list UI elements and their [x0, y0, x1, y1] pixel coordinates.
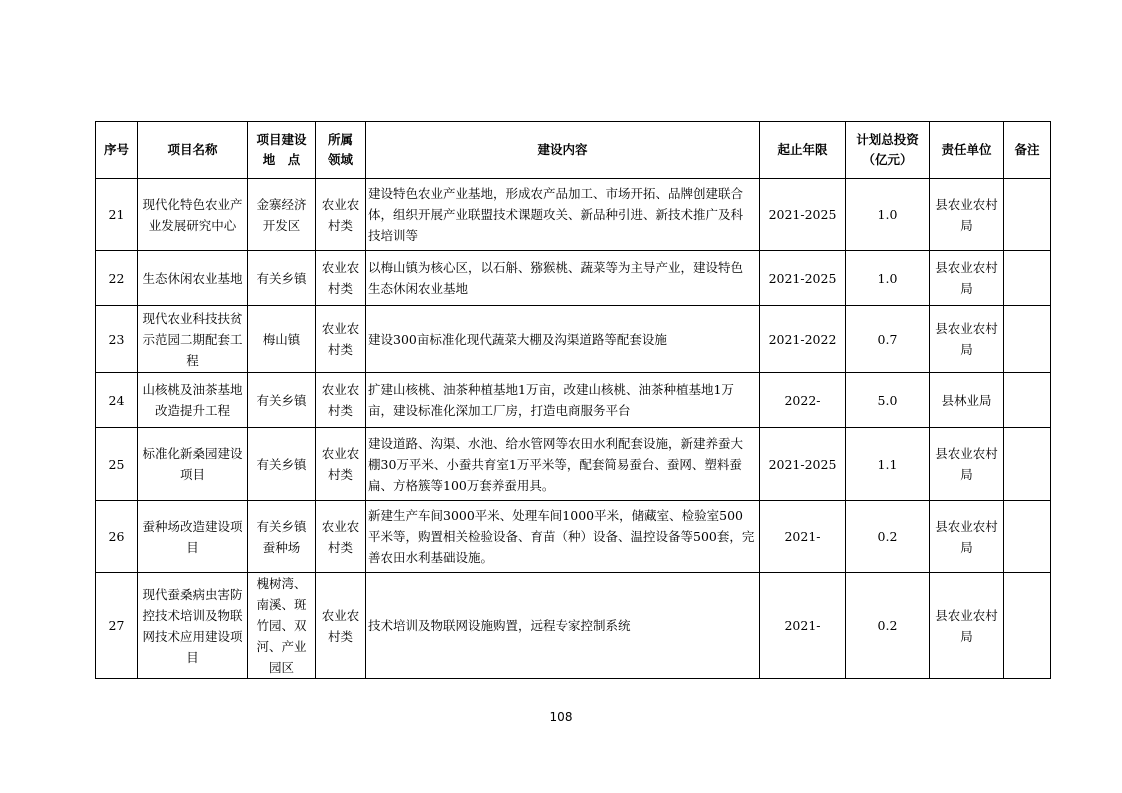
cell-location: 有关乡镇	[248, 428, 316, 501]
table-row	[96, 373, 1051, 428]
cell-location: 梅山镇	[248, 306, 316, 373]
cell-location: 有关乡镇	[248, 373, 316, 428]
cell-name: 蚕种场改造建设项目	[138, 501, 248, 573]
cell-remark	[1004, 573, 1051, 679]
header-name: 项目名称	[138, 122, 248, 179]
table-row	[96, 573, 1051, 679]
cell-content: 建设特色农业产业基地，形成农产品加工、市场开拓、品牌创建联合体，组织开展产业联盟技术课题攻关、新品种引进、新技术推广及科技培训等	[366, 179, 760, 251]
cell-investment: 0.7	[846, 306, 930, 373]
cell-unit: 县农业农村局	[930, 251, 1004, 306]
cell-unit: 县农业农村局	[930, 428, 1004, 501]
cell-field: 农业农村类	[316, 501, 366, 573]
cell-remark	[1004, 373, 1051, 428]
cell-location: 槐树湾、南溪、斑竹园、双河、产业园区	[248, 573, 316, 679]
cell-content: 新建生产车间3000平米、处理车间1000平米，储藏室、检验室500平米等，购置相关检验设备、育苗（种）设备、温控设备等500套，完善农田水利基础设施。	[366, 501, 760, 573]
cell-field: 农业农村类	[316, 428, 366, 501]
header-remark: 备注	[1004, 122, 1051, 179]
cell-unit: 县农业农村局	[930, 573, 1004, 679]
table-row	[96, 179, 1051, 251]
header-field: 所属 领域	[316, 122, 366, 179]
cell-period: 2021-2025	[760, 428, 846, 501]
header-investment: 计划总投资 （亿元）	[846, 122, 930, 179]
cell-investment: 1.1	[846, 428, 930, 501]
cell-field: 农业农村类	[316, 373, 366, 428]
cell-field: 农业农村类	[316, 179, 366, 251]
cell-period: 2021-2025	[760, 179, 846, 251]
cell-content: 建设300亩标准化现代蔬菜大棚及沟渠道路等配套设施	[366, 306, 760, 373]
cell-remark	[1004, 306, 1051, 373]
cell-investment: 5.0	[846, 373, 930, 428]
cell-unit: 县林业局	[930, 373, 1004, 428]
table-row	[96, 501, 1051, 573]
page-number: 108	[549, 710, 573, 724]
cell-seq: 26	[96, 501, 138, 573]
cell-location: 有关乡镇	[248, 251, 316, 306]
cell-name: 现代蚕桑病虫害防控技术培训及物联网技术应用建设项目	[138, 573, 248, 679]
header-location: 项目建设 地 点	[248, 122, 316, 179]
cell-name: 现代农业科技扶贫示范园二期配套工程	[138, 306, 248, 373]
cell-name: 生态休闲农业基地	[138, 251, 248, 306]
cell-investment: 1.0	[846, 179, 930, 251]
project-table	[95, 121, 1051, 679]
cell-unit: 县农业农村局	[930, 501, 1004, 573]
table-row	[96, 251, 1051, 306]
cell-seq: 23	[96, 306, 138, 373]
cell-seq: 22	[96, 251, 138, 306]
cell-period: 2021-	[760, 501, 846, 573]
cell-investment: 0.2	[846, 501, 930, 573]
cell-period: 2021-2025	[760, 251, 846, 306]
cell-remark	[1004, 179, 1051, 251]
header-content: 建设内容	[366, 122, 760, 179]
cell-name: 标准化新桑园建设项目	[138, 428, 248, 501]
cell-name: 山核桃及油茶基地改造提升工程	[138, 373, 248, 428]
cell-content: 以梅山镇为核心区，以石斛、猕猴桃、蔬菜等为主导产业，建设特色生态休闲农业基地	[366, 251, 760, 306]
cell-location: 金寨经济开发区	[248, 179, 316, 251]
cell-field: 农业农村类	[316, 251, 366, 306]
cell-content: 建设道路、沟渠、水池、给水管网等农田水利配套设施，新建养蚕大棚30万平米、小蚕共育室1万平米等，配套简易蚕台、蚕网、塑料蚕扁、方格簇等100万套养蚕用具。	[366, 428, 760, 501]
cell-seq: 27	[96, 573, 138, 679]
cell-location: 有关乡镇蚕种场	[248, 501, 316, 573]
cell-name: 现代化特色农业产业发展研究中心	[138, 179, 248, 251]
cell-remark	[1004, 251, 1051, 306]
cell-content: 扩建山核桃、油茶种植基地1万亩，改建山核桃、油茶种植基地1万亩，建设标准化深加工厂房，打造电商服务平台	[366, 373, 760, 428]
cell-remark	[1004, 428, 1051, 501]
cell-field: 农业农村类	[316, 573, 366, 679]
cell-investment: 0.2	[846, 573, 930, 679]
cell-investment: 1.0	[846, 251, 930, 306]
table-header-row	[96, 122, 1051, 179]
cell-period: 2022-	[760, 373, 846, 428]
table-row	[96, 306, 1051, 373]
header-seq: 序号	[96, 122, 138, 179]
cell-seq: 21	[96, 179, 138, 251]
cell-unit: 县农业农村局	[930, 306, 1004, 373]
cell-seq: 24	[96, 373, 138, 428]
table-row	[96, 428, 1051, 501]
cell-period: 2021-	[760, 573, 846, 679]
cell-seq: 25	[96, 428, 138, 501]
cell-field: 农业农村类	[316, 306, 366, 373]
header-unit: 责任单位	[930, 122, 1004, 179]
cell-period: 2021-2022	[760, 306, 846, 373]
cell-content: 技术培训及物联网设施购置，远程专家控制系统	[366, 573, 760, 679]
cell-remark	[1004, 501, 1051, 573]
cell-unit: 县农业农村局	[930, 179, 1004, 251]
header-period: 起止年限	[760, 122, 846, 179]
